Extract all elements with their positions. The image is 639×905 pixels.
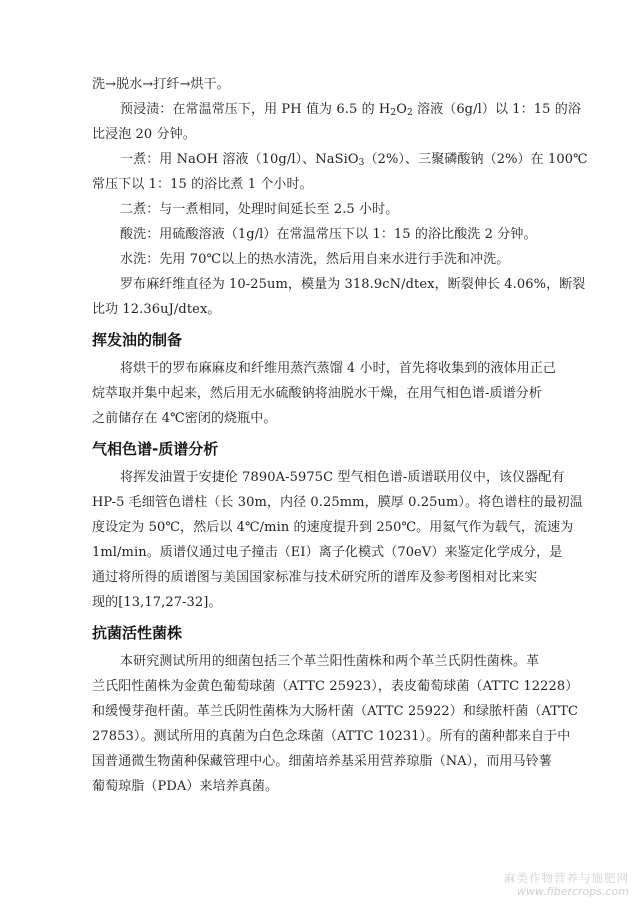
text-line: 烷萃取并集中起来，然后用无水硫酸钠将油脱水干燥，在用气相色谱-质谱分析 [92,386,542,401]
subscript: 2 [390,108,397,118]
subscript: 2 [406,108,413,118]
watermark-url: www.fibercrops.com [516,885,629,898]
section-heading: 抗菌活性菌株 [92,624,183,642]
section-heading: 挥发油的制备 [92,331,183,349]
watermark [504,871,629,899]
text-line [92,97,581,122]
text-line: 比功 12.36uJ/dtex。 [92,302,221,317]
text-run: （2%）、三聚磷酸钠（2%）在 100℃ [364,152,588,167]
text-run: 一煮：用 NaOH 溶液（10g/l）、NaSiO [120,152,359,167]
text-line: 葡萄琼脂（PDA）来培养真菌。 [92,779,279,794]
text-run: 溶液（6g/l）以 1：15 的浴 [412,102,581,117]
text-line: 将烘干的罗布麻麻皮和纤维用蒸汽蒸馏 4 小时，首先将收集到的液体用正己 [120,361,557,376]
text-line: 本研究测试所用的细菌包括三个革兰阳性菌株和两个革兰氏阴性菌株。革 [120,654,540,669]
document-body [92,72,588,799]
watermark-site-name: 麻类作物营养与施肥网 [504,871,629,885]
text-line: 酸洗：用硫酸溶液（1g/l）在常温常压下以 1：15 的浴比酸洗 2 分钟。 [120,227,537,242]
text-line: HP-5 毛细管色谱柱（长 30m，内径 0.25mm，膜厚 0.25um）。将色谱柱的最初温 [92,495,583,510]
text-line: 和缓慢芽孢杆菌。革兰氏阴性菌株为大肠杆菌（ATTC 25922）和绿脓杆菌（ATTC [92,704,579,719]
text-line [92,147,588,172]
text-line: 水洗：先用 70℃以上的热水清洗，然后用自来水进行手洗和冲洗。 [120,252,510,267]
text-line: 1ml/min。质谱仪通过电子撞击（EI）离子化模式（70eV）来鉴定化学成分，是 [92,545,563,560]
text-run: O [396,102,407,117]
text-line: 通过将所得的质谱图与美国国家标准与技术研究所的谱库及参考图相对比来实 [92,570,538,585]
text-line: 比浸泡 20 分钟。 [92,127,196,142]
text-line: 二煮：与一煮相同，处理时间延长至 2.5 小时。 [120,202,399,217]
text-line: 度设定为 50℃，然后以 4℃/min 的速度提升到 250℃。用氦气作为载气，流速为 [92,520,574,535]
text-line: 常压下以 1：15 的浴比煮 1 个小时。 [92,177,313,192]
text-line: 洗→脱水→打纤→烘干。 [92,77,230,92]
text-line: 国普通微生物菌种保藏管理中心。细菌培养基采用营养琼脂（NA），而用马铃薯 [92,754,552,769]
text-line: 27853）。测试所用的真菌为白色念珠菌（ATTC 10231）。所有的菌种都来自于中 [92,729,571,744]
text-line: 罗布麻纤维直径为 10-25um，模量为 318.9cN/dtex，断裂伸长 4.06%，断裂 [120,277,586,292]
subscript: 3 [358,158,365,168]
text-run: 预浸渍：在常温常压下，用 PH 值为 6.5 的 H [120,102,391,117]
text-line: 现的[13,17,27-32]。 [92,595,222,610]
text-line: 兰氏阳性菌株为金黄色葡萄球菌（ATTC 25923），表皮葡萄球菌（ATTC 12228） [92,679,579,694]
text-line: 将挥发油置于安捷伦 7890A-5975C 型气相色谱-质谱联用仪中，该仪器配有 [120,470,565,485]
text-line: 之前储存在 4℃密闭的烧瓶中。 [92,411,277,426]
section-heading: 气相色谱-质谱分析 [92,440,219,458]
